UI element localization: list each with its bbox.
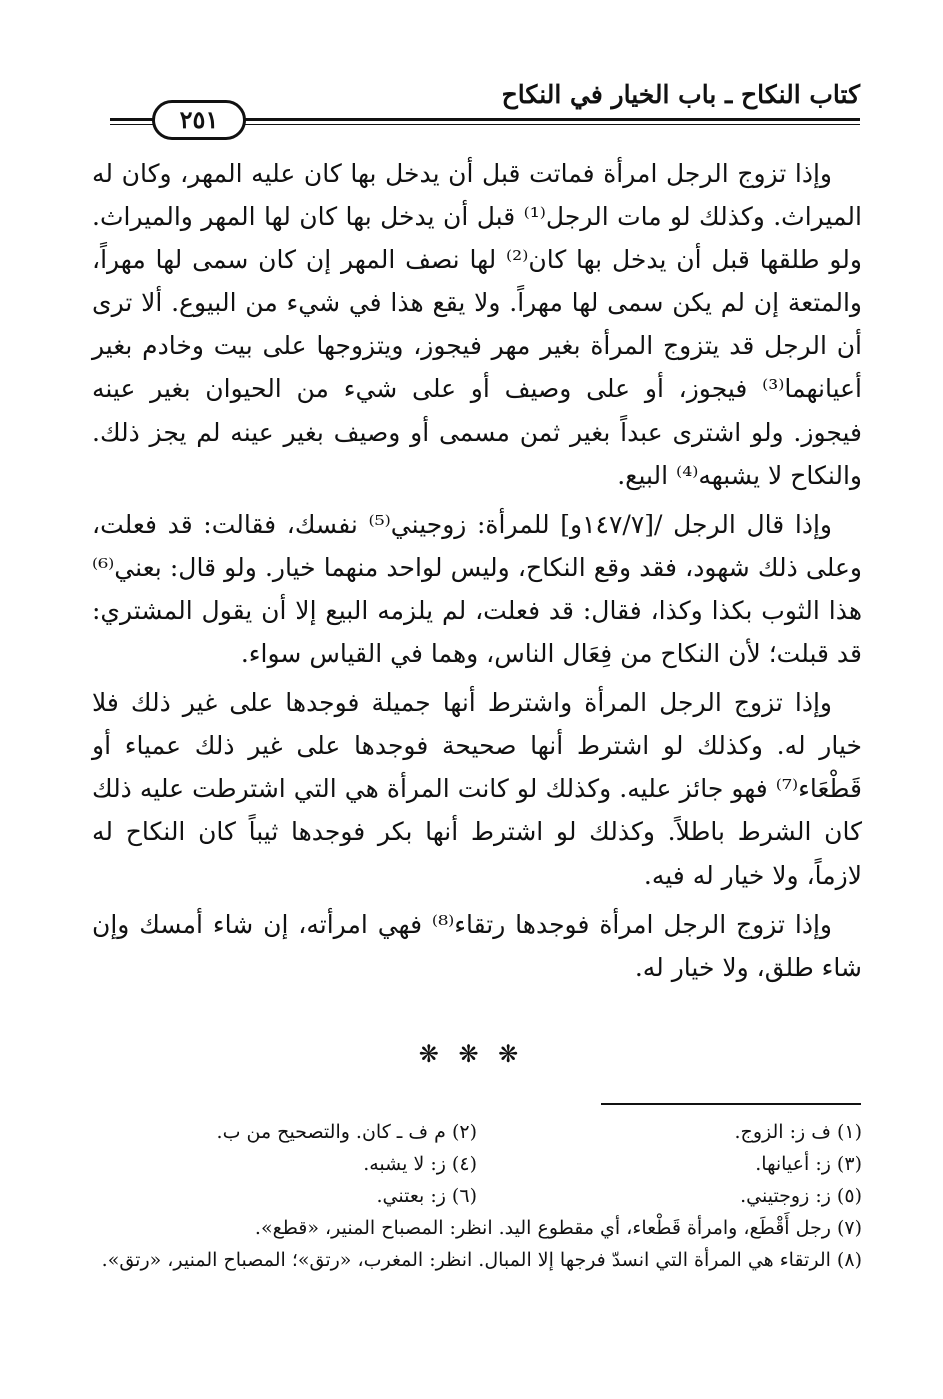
page-header [110, 72, 860, 132]
footnote-separator [601, 1103, 861, 1105]
footnote-5: (٥) ز: زوجتيني. [740, 1185, 862, 1207]
footnote-2: (٢) م ف ـ كان. والتصحيح من ب. [216, 1121, 477, 1143]
footnote-7: (٧) رجل أَقْطَع، وامرأة قَطْعاء، أي مقطوع اليد. انظر: المصباح المنير، «قطع». [254, 1217, 862, 1239]
paragraph: وإذا تزوج الرجل المرأة واشترط أنها جميلة فوجدها على غير ذلك فلا خيار له. وكذلك لو اشترط أنها صحيحة فوجدها على غير ذلك عمياء أو قَطْعَاء⁽⁷⁾ فهو جائز عليه. وكذلك لو كانت المرأة هي التي اشترطت عليه ذلك كان الشرط باطلاً. وكذلك لو اشترط أنها بكر فوجدها ثيباً كان النكاح له لازماً، ولا خيار له فيه. [92, 688, 862, 890]
footnote-4: (٤) ز: لا يشبه. [363, 1153, 477, 1175]
running-title: كتاب النكاح ـ باب الخيار في النكاح [501, 80, 860, 109]
footnote-row [92, 1180, 862, 1212]
section-ornament: ❋ ❋ ❋ [418, 1040, 525, 1068]
paragraph: وإذا قال الرجل /[١٤٧/٧و] للمرأة: زوجيني⁽⁵⁾ نفسك، فقالت: قد فعلت، وعلى ذلك شهود، فقد وقع النكاح، وليس لواحد منهما خيار. ولو قال: بعني⁽⁶⁾ هذا الثوب بكذا وكذا، فقال: قد فعلت، لم يلزمه البيع إلا أن يقول المشتري: قد قبلت؛ لأن النكاح من فِعَال الناس، وهما في القياس سواء. [92, 509, 862, 669]
footnote-3: (٣) ز: أعيانها. [755, 1153, 862, 1175]
paragraph: وإذا تزوج الرجل امرأة فوجدها رتقاء⁽⁸⁾ فهي امرأته، إن شاء أمسك وإن شاء طلق، ولا خيار له. [92, 909, 862, 982]
paragraph: وإذا تزوج الرجل امرأة فماتت قبل أن يدخل بها كان عليه المهر، وكان له الميراث. وكذلك لو مات الرجل⁽¹⁾ قبل أن يدخل بها كان لها المهر والميراث. ولو طلقها قبل أن يدخل بها كان⁽²⁾ لها نصف المهر إن كان سمى لها مهراً، والمتعة إن لم يكن سمى لها مهراً. ولا يقع هذا في شيء من البيوع. ألا ترى أن الرجل قد يتزوج المرأة بغير مهر فيجوز، ويتزوجها على بيت وخادم بغير أعيانهما⁽³⁾ فيجوز، أو على وصيف أو على شيء من الحيوان بغير عينه فيجوز. ولو اشترى عبداً بغير ثمن مسمى أو وصيف بغير عينه لم يجز ذلك. والنكاح لا يشبهه⁽⁴⁾ البيع. [92, 159, 862, 490]
main-text [92, 152, 862, 995]
footnote-1: (١) ف ز: الزوج. [734, 1121, 862, 1143]
footnotes [92, 1116, 862, 1276]
page-number: ٢٥١ [152, 100, 246, 140]
footnote-row [92, 1244, 862, 1276]
footnote-row [92, 1212, 862, 1244]
footnote-6: (٦) ز: بعتني. [376, 1185, 477, 1207]
footnote-row [92, 1148, 862, 1180]
footnote-8: (٨) الرتقاء هي المرأة التي انسدّ فرجها إلا المبال. انظر: المغرب، «رتق»؛ المصباح المنير، «رتق». [101, 1249, 862, 1271]
footnote-row [92, 1116, 862, 1148]
